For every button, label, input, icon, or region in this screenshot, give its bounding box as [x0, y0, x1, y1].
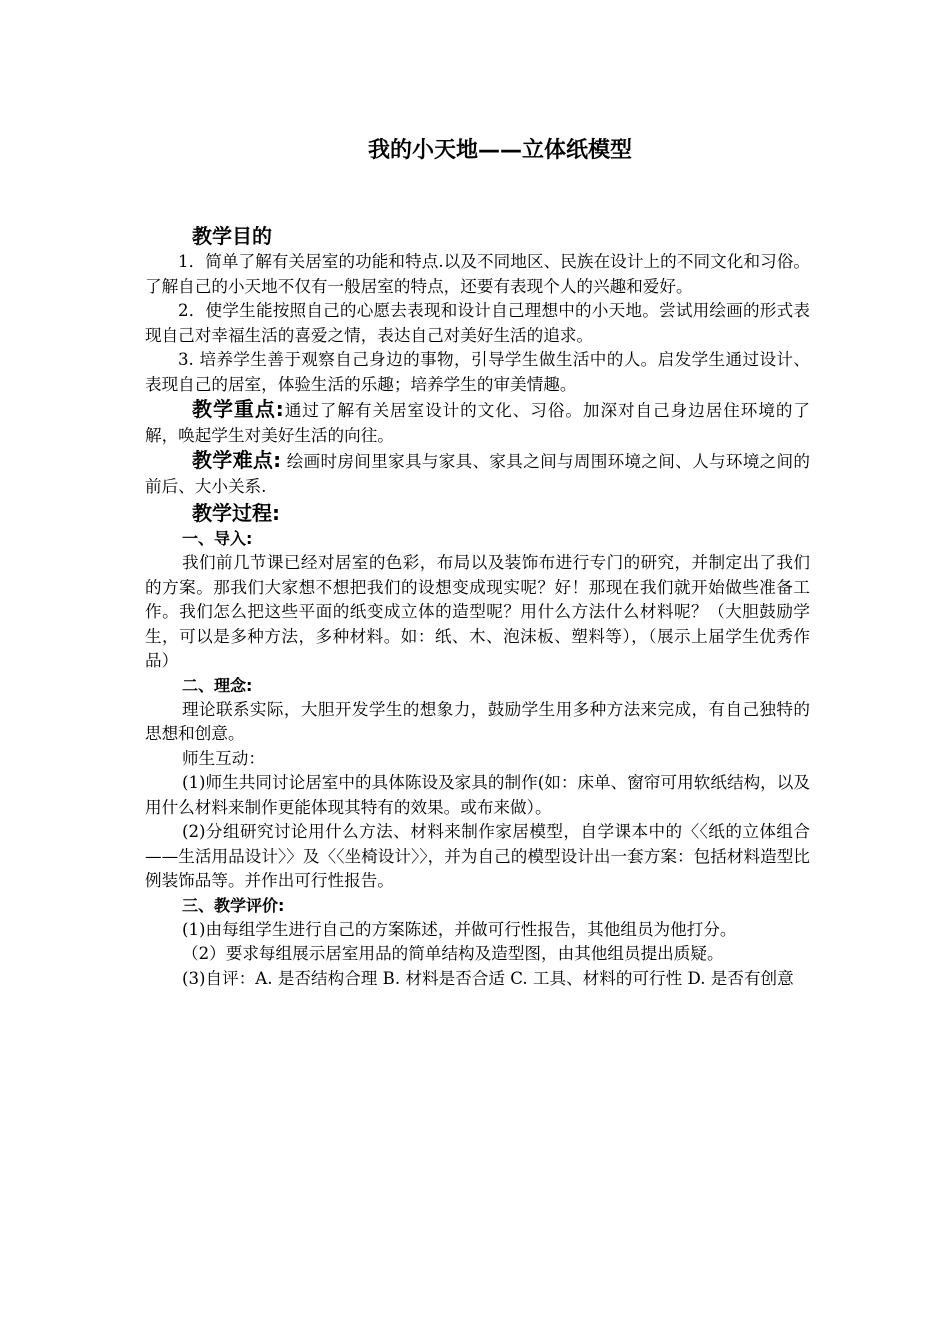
objective-item-2: 2．使学生能按照自己的心愿去表现和设计自己理想中的小天地。尝试用绘画的形式表现自己对幸福生活的喜爱之情，表达自己对美好生活的追求。 [145, 301, 810, 345]
section-evaluation-heading: 三、教学评价: [182, 895, 285, 915]
section-concept-heading: 二、理念: [182, 675, 253, 695]
interaction-item-2: (2)分组研究讨论用什么方法、材料来制作家居模型，自学课本中的〈〈纸的立体组合——生活用品设计〉〉及〈〈坐椅设计〉〉，并为自己的模型设计出一套方案：包括材料造型比例装饰品等。并作出可行性报告。 [145, 822, 810, 890]
section-intro-heading: 一、导入: [182, 529, 253, 548]
evaluation-item-3: (3)自评：A. 是否结构合理 B. 材料是否合适 C. 工具、材料的可行性 D. 是否有创意 [182, 968, 794, 988]
evaluation-item-2: （2）要求每组展示居室用品的简单结构及造型图，由其他组员提出质疑。 [182, 944, 724, 963]
document-title: 我的小天地——立体纸模型 [367, 138, 632, 163]
key-points-paragraph [145, 397, 810, 448]
difficulties-text: 绘画时房间里家具与家具、家具之间与周围环境之间、人与环境之间的前后、大小关系. [145, 452, 811, 496]
difficulties-paragraph [145, 448, 810, 499]
section-intro-text: 我们前几节课已经对居室的色彩，布局以及装饰布进行专门的研究，并制定出了我们的方案。那我们大家想不想把我们的设想变成现实呢？好！那现在我们就开始做些准备工作。我们怎么把这些平面的纸变成立体的造型呢？用什么方法什么材料呢？（大胆鼓励学生，可以是多种方法，多种材料。如：纸、木、泡沫板、塑料等），（展示上届学生优秀作品） [145, 553, 810, 670]
objectives-heading: 教学目的 [192, 224, 272, 248]
key-points-text: 通过了解有关居室设计的文化、习俗。加深对自己身边居住环境的了解，唤起学生对美好生活的向往。 [145, 401, 811, 445]
interaction-item-1: (1)师生共同讨论居室中的具体陈设及家具的制作(如：床单、窗帘可用软纸结构，以及用什么材料来制作更能体现其特有的效果。或布来做）。 [145, 773, 810, 817]
difficulties-heading: 教学难点: [192, 448, 282, 472]
key-points-heading: 教学重点: [192, 397, 284, 421]
objective-item-1: 1．简单了解有关居室的功能和特点.以及不同地区、民族在设计上的不同文化和习俗。了解自己的小天地不仅有一般居室的特点，还要有表现个人的兴趣和爱好。 [145, 252, 810, 296]
objective-item-3: 3. 培养学生善于观察自己身边的事物，引导学生做生活中的人。启发学生通过设计、表现自己的居室，体验生活的乐趣；培养学生的审美情趣。 [145, 350, 810, 394]
section-concept-text: 理论联系实际，大胆开发学生的想象力，鼓励学生用多种方法来完成，有自己独特的思想和创意。 [145, 699, 810, 743]
interaction-label: 师生互动： [182, 748, 265, 768]
process-heading: 教学过程: [192, 501, 280, 525]
document-body [145, 222, 810, 991]
evaluation-item-1: (1)由每组学生进行自己的方案陈述，并做可行性报告，其他组员为他打分。 [182, 919, 737, 939]
